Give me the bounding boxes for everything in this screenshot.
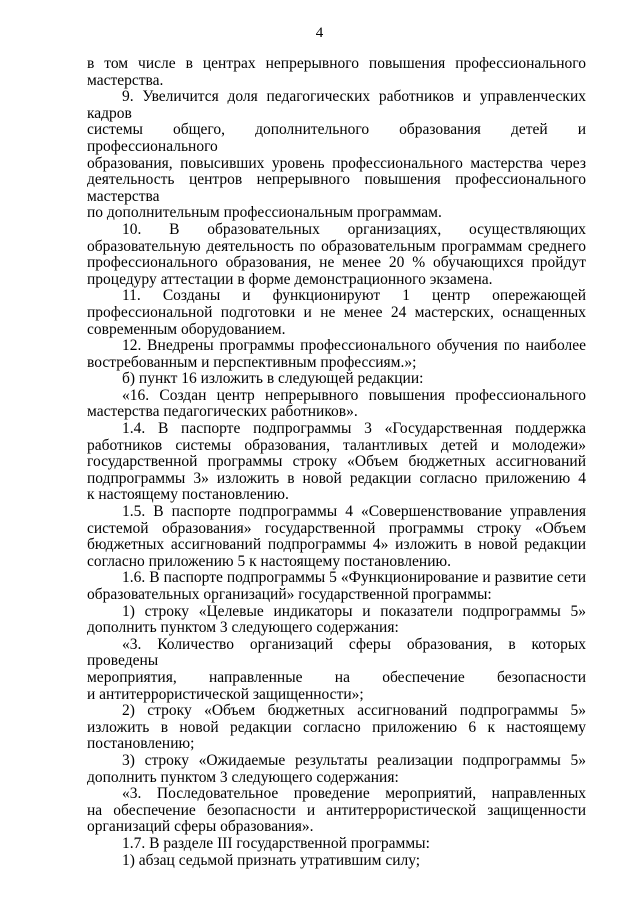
paragraph xyxy=(87,89,586,222)
text-line: профессиональной подготовки и не менее 24 мастерских, оснащенных xyxy=(87,303,586,321)
text-line: системы общего, дополнительного образования детей и профессионального xyxy=(87,121,586,155)
text-line: 10. В образовательных организациях, осуществляющих xyxy=(122,220,586,238)
text-line: мастерства педагогических работников». xyxy=(87,403,358,421)
text-line: 1.5. В паспорте подпрограммы 4 «Совершенствование управления xyxy=(122,503,586,521)
text-line: 3) строку «Ожидаемые результаты реализации подпрограммы 5» xyxy=(122,751,586,769)
text-line: профессионального образования, не менее 20 % обучающихся пройдут xyxy=(87,254,586,272)
text-line: дополнить пунктом 3 следующего содержания: xyxy=(87,768,399,786)
paragraph xyxy=(87,338,586,371)
text-line: «16. Создан центр непрерывного повышения профессионального xyxy=(122,386,586,404)
text-line: востребованным и перспективным профессиям.»; xyxy=(87,353,417,371)
text-line: 1.4. В паспорте подпрограммы 3 «Государственная поддержка xyxy=(122,420,586,438)
paragraph xyxy=(87,504,586,570)
document-body xyxy=(87,56,586,869)
text-line: образовательную деятельность по образовательным программам среднего xyxy=(87,237,586,255)
text-line: мероприятия, направленные на обеспечение безопасности xyxy=(87,668,586,686)
text-line: к настоящему постановлению. xyxy=(87,486,289,504)
text-line: процедуру аттестации в форме демонстрационного экзамена. xyxy=(87,270,493,288)
text-line: «3. Количество организаций сферы образования, в которых проведены xyxy=(87,635,586,670)
text-line: и антитеррористической защищенности»; xyxy=(87,685,364,703)
text-line: государственной программы строку «Объем бюджетных ассигнований xyxy=(87,453,586,471)
text-line: современным оборудованием. xyxy=(87,320,286,338)
text-line: в том числе в центрах непрерывного повышения профессионального xyxy=(87,55,586,72)
text-line: б) пункт 16 изложить в следующей редакции: xyxy=(122,370,424,388)
paragraph xyxy=(87,56,586,89)
text-line: образования, повысивших уровень профессионального мастерства через xyxy=(87,154,586,172)
text-line: 1.6. В паспорте подпрограммы 5 «Функционирование и развитие сети xyxy=(122,569,586,587)
paragraph xyxy=(87,222,586,288)
paragraph xyxy=(87,853,586,870)
page-number: 4 xyxy=(315,25,324,41)
text-line: дополнить пунктом 3 следующего содержания: xyxy=(87,619,399,637)
text-line: 9. Увеличится доля педагогических работников и управленческих кадров xyxy=(87,88,586,122)
text-line: бюджетных ассигнований подпрограммы 4» изложить в новой редакции xyxy=(87,536,586,554)
text-line: подпрограммы 3» изложить в новой редакции согласно приложению 4 xyxy=(87,469,586,487)
text-line: 2) строку «Объем бюджетных ассигнований подпрограммы 5» xyxy=(122,702,586,720)
text-line: деятельность центров непрерывного повышения профессионального мастерства xyxy=(87,171,586,205)
paragraph xyxy=(87,371,586,388)
paragraph xyxy=(87,836,586,853)
text-line: по дополнительным профессиональным программам. xyxy=(87,204,442,222)
text-line: 1) абзац седьмой признать утратившим силу; xyxy=(122,851,421,869)
text-line: 1.7. В разделе III государственной программы: xyxy=(122,834,430,852)
paragraph xyxy=(87,288,586,338)
text-line: «3. Последовательное проведение мероприятий, направленных xyxy=(122,785,586,803)
paragraph xyxy=(87,786,586,836)
text-line: 1) строку «Целевые индикаторы и показатели подпрограммы 5» xyxy=(122,602,586,620)
paragraph xyxy=(87,388,586,421)
paragraph xyxy=(87,637,586,703)
paragraph xyxy=(87,703,586,753)
paragraph xyxy=(87,421,586,504)
text-line: образовательных организаций» государственной программы: xyxy=(87,586,492,603)
text-line: работников системы образования, талантливых детей и молодежи» xyxy=(87,436,586,454)
text-line: 12. Внедрены программы профессионального обучения по наиболее xyxy=(122,337,586,355)
paragraph xyxy=(87,570,586,603)
text-line: 11. Созданы и функционируют 1 центр опережающей xyxy=(122,287,586,305)
paragraph xyxy=(87,753,586,786)
text-line: организаций сферы образования». xyxy=(87,818,314,836)
text-line: системой образования» государственной программы строку «Объем xyxy=(87,519,586,537)
text-line: согласно приложению 5 к настоящему постановлению. xyxy=(87,552,451,570)
text-line: изложить в новой редакции согласно приложению 6 к настоящему xyxy=(87,718,586,736)
paragraph xyxy=(87,604,586,637)
text-line: на обеспечение безопасности и антитеррористической защищенности xyxy=(87,801,586,819)
text-line: постановлению; xyxy=(87,735,195,753)
text-line: мастерства. xyxy=(87,71,164,89)
